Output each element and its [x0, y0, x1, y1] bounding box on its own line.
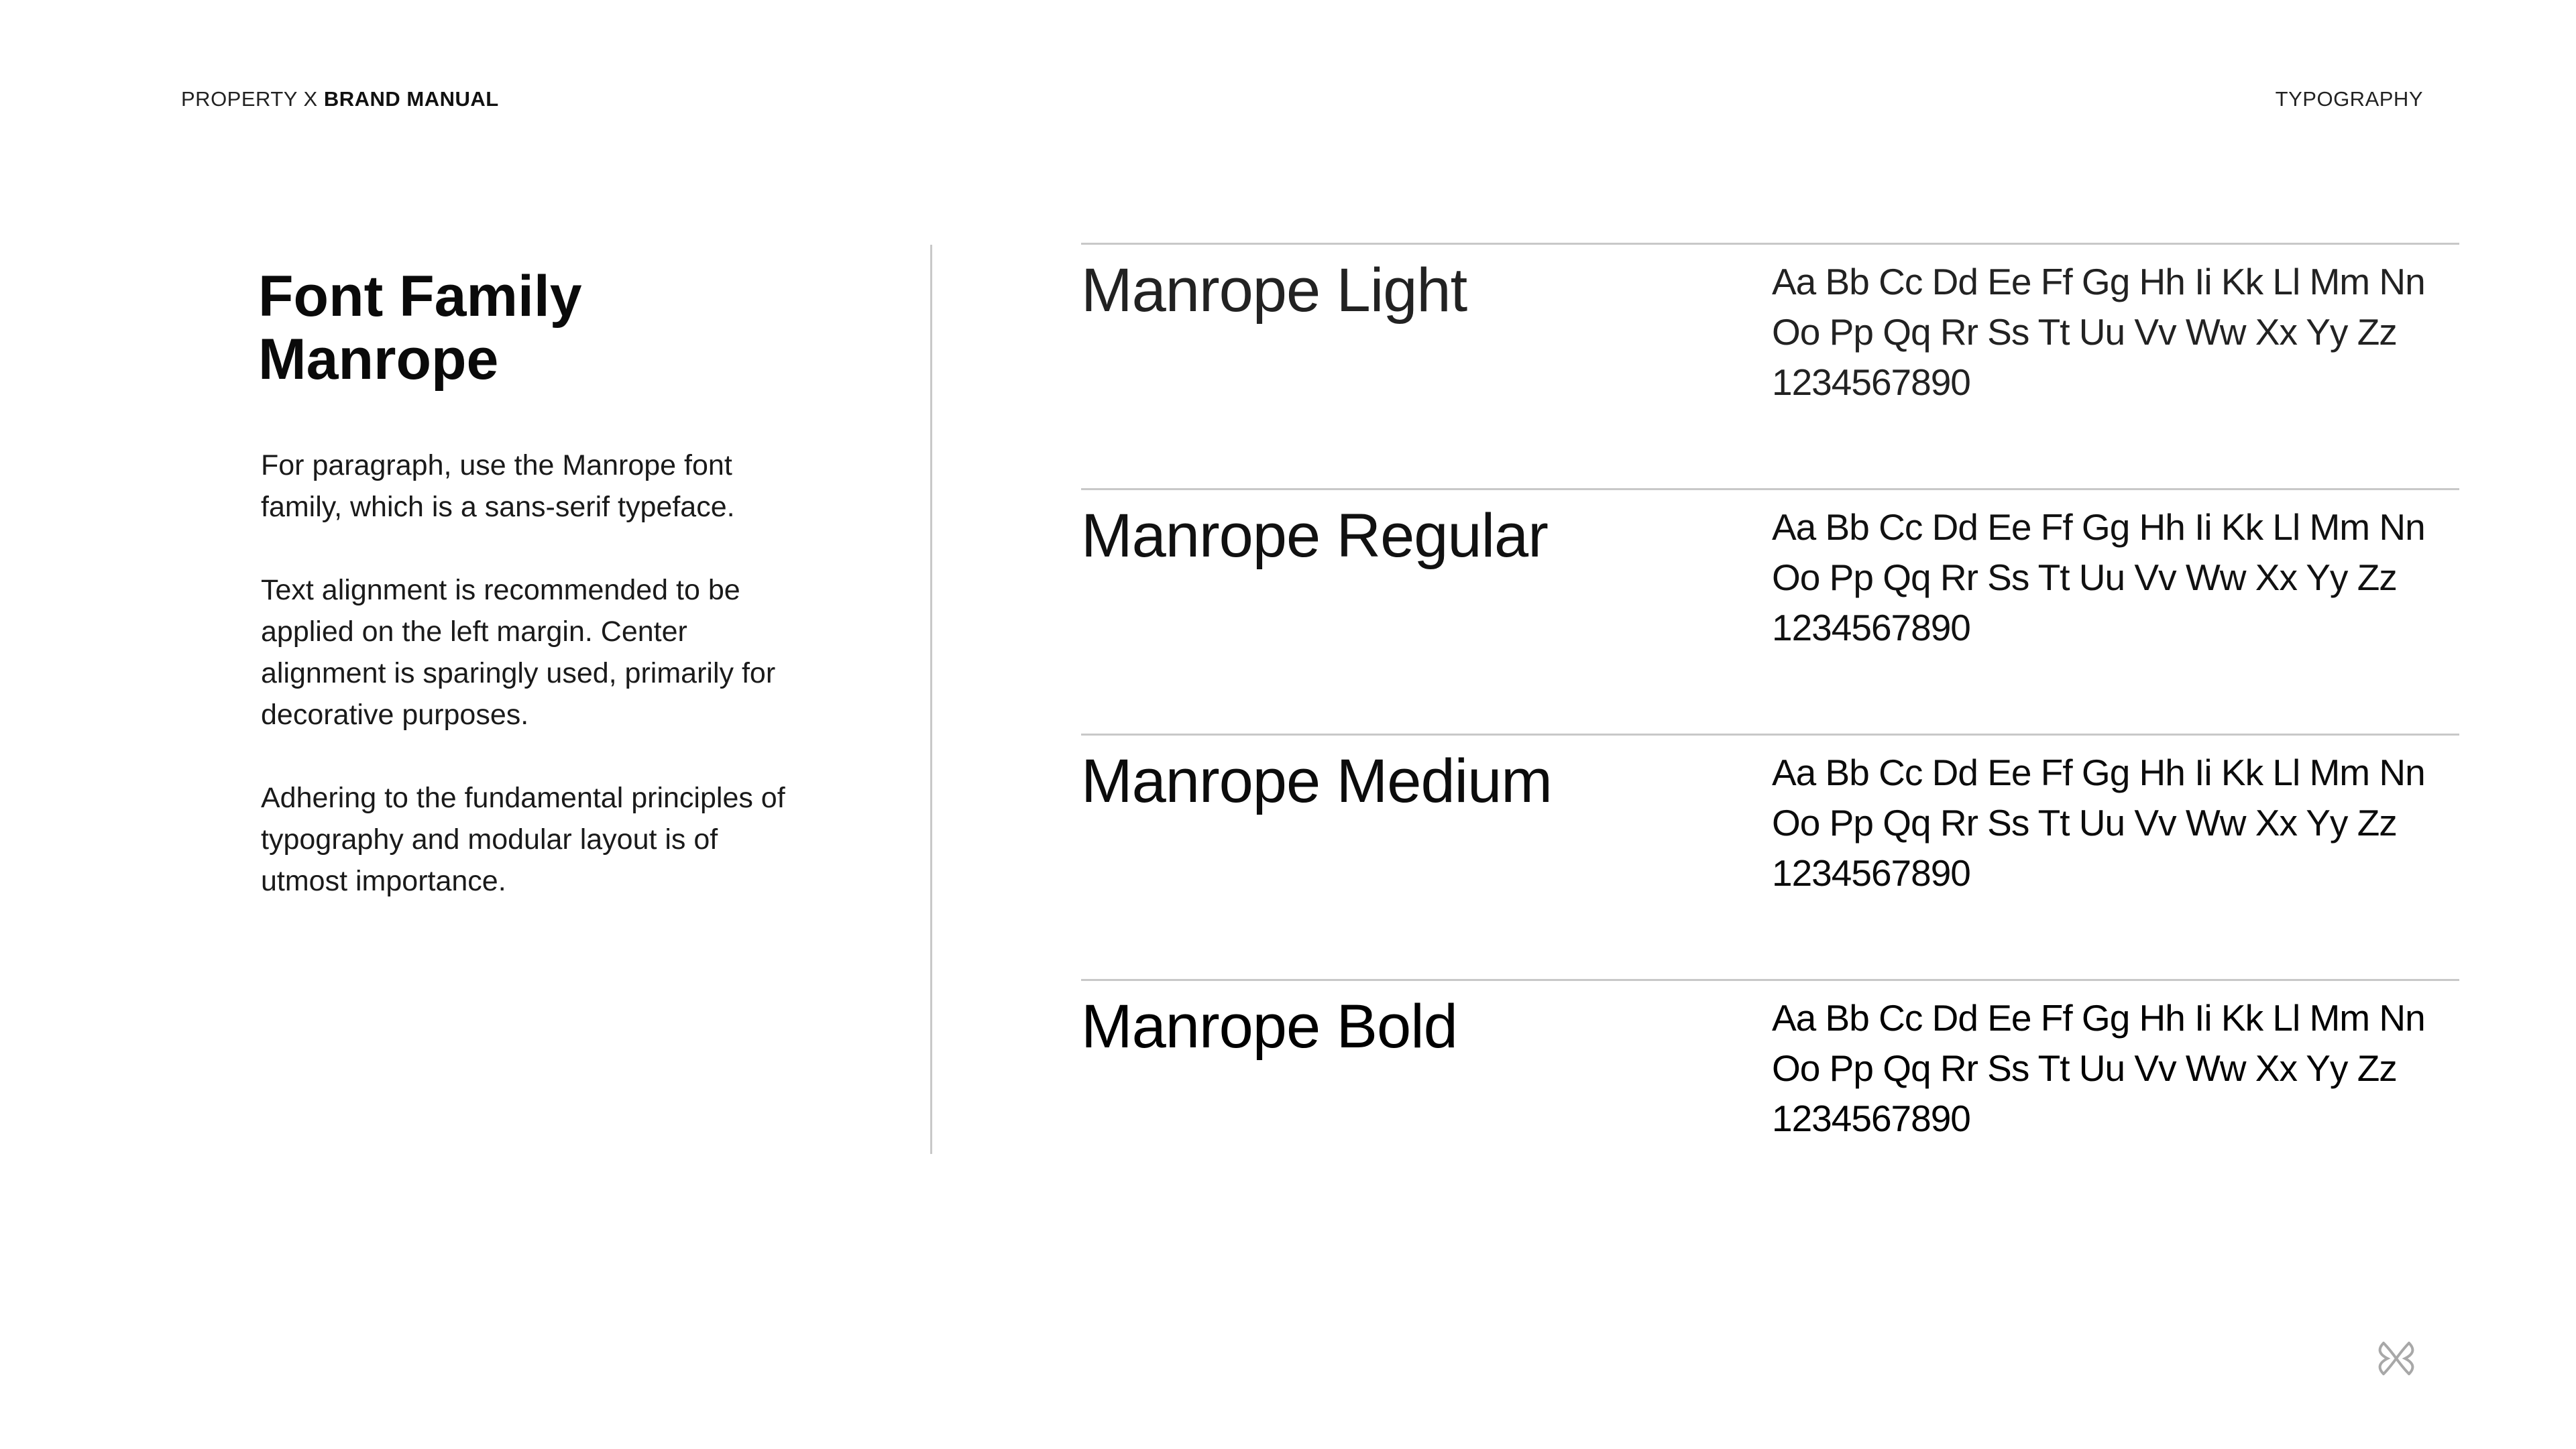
property-x-logo-icon	[2374, 1336, 2418, 1381]
weight-sample: Aa Bb Cc Dd Ee Ff Gg Hh Ii Kk Ll Mm Nn Oo Pp Qq Rr Ss Tt Uu Vv Ww Xx Yy Zz 1234567890	[1772, 752, 2425, 894]
header-brand-prefix: PROPERTY X	[181, 87, 318, 111]
header-section-label: TYPOGRAPHY	[2275, 87, 2423, 111]
font-weights-list	[1081, 243, 2459, 1224]
paragraph: For paragraph, use the Manrope font family, which is a sans-serif typeface.	[261, 449, 735, 523]
paragraph: Text alignment is recommended to be applied on the left margin. Center alignment is sparingly used, primarily for decorative purposes.	[261, 574, 776, 731]
weight-sample: Aa Bb Cc Dd Ee Ff Gg Hh Ii Kk Ll Mm Nn Oo Pp Qq Rr Ss Tt Uu Vv Ww Xx Yy Zz 1234567890	[1772, 997, 2425, 1139]
vertical-divider	[930, 245, 932, 1154]
page-title	[258, 265, 808, 391]
weight-name: Manrope Regular	[1081, 502, 1548, 570]
intro-column	[258, 265, 808, 943]
weight-row-light	[1081, 243, 2459, 488]
weight-name: Manrope Medium	[1081, 747, 1552, 815]
header-brand-manual: BRAND MANUAL	[323, 87, 499, 111]
header-brand	[181, 87, 499, 111]
weight-row-bold	[1081, 979, 2459, 1224]
title-line-2: Manrope	[258, 327, 499, 392]
weight-row-regular	[1081, 488, 2459, 734]
weight-row-medium	[1081, 734, 2459, 979]
weight-sample: Aa Bb Cc Dd Ee Ff Gg Hh Ii Kk Ll Mm Nn Oo Pp Qq Rr Ss Tt Uu Vv Ww Xx Yy Zz 1234567890	[1772, 261, 2425, 403]
title-line-1: Font Family	[258, 264, 582, 329]
weight-sample: Aa Bb Cc Dd Ee Ff Gg Hh Ii Kk Ll Mm Nn Oo Pp Qq Rr Ss Tt Uu Vv Ww Xx Yy Zz 1234567890	[1772, 506, 2425, 648]
weight-name: Manrope Bold	[1081, 992, 1457, 1061]
paragraph: Adhering to the fundamental principles of typography and modular layout is of utmost importance.	[261, 782, 785, 897]
weight-name: Manrope Light	[1081, 256, 1467, 325]
intro-paragraphs	[261, 445, 808, 902]
